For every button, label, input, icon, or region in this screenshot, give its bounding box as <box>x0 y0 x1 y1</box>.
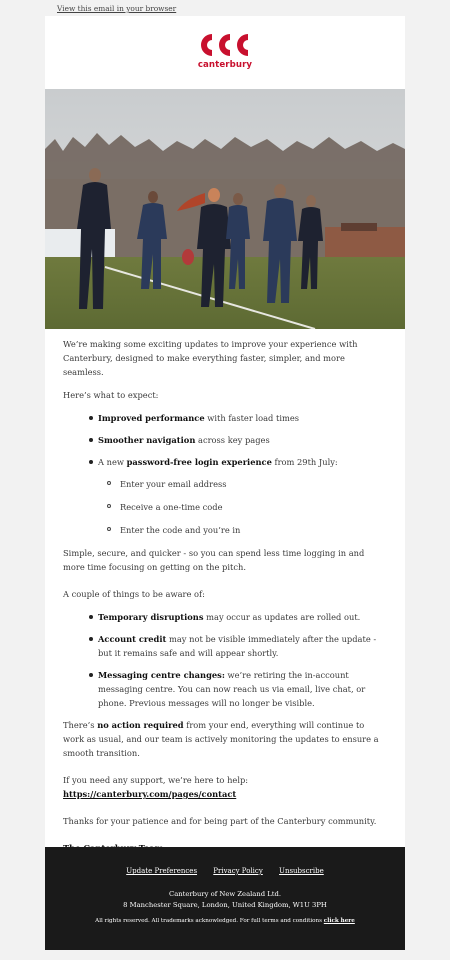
unsubscribe-link[interactable]: Unsubscribe <box>279 867 324 875</box>
privacy-policy-link[interactable]: Privacy Policy <box>213 867 263 875</box>
terms-link[interactable]: click here <box>323 918 355 924</box>
list-item: Receive a one-time code <box>98 500 387 514</box>
list-item: Enter the code and you’re in <box>98 523 387 537</box>
company-address: 8 Manchester Square, London, United Kingdom, W1U 3PH <box>123 901 327 909</box>
ccc-logo-icon <box>197 31 253 59</box>
intro-paragraph: We’re making some exciting updates to improve your experience with Canterbury, designed to make everything faster, simpler, and more seamless. <box>63 339 358 377</box>
logo-wordmark: canterbury <box>197 60 253 70</box>
expect-list <box>63 411 387 537</box>
email-body <box>45 16 405 950</box>
list-item: Temporary disruptions may occur as updates are rolled out. <box>63 610 387 624</box>
login-steps-list <box>98 477 387 537</box>
support-paragraph: If you need any support, we’re here to help: https://canterbury.com/pages/contact <box>63 775 249 799</box>
simple-paragraph: Simple, secure, and quicker - so you can spend less time logging in and more time focusing on getting on the pitch. <box>63 548 365 572</box>
legal-text: All rights reserved. All trademarks acknowledged. For full terms and conditions click here <box>95 918 355 924</box>
company-info <box>45 889 405 911</box>
list-item: Account credit may not be visible immediately after the update - but it remains safe and will appear shortly. <box>63 632 387 660</box>
aware-list <box>63 610 387 710</box>
email-footer <box>45 847 405 950</box>
email-content <box>63 337 387 864</box>
list-item: Smoother navigation across key pages <box>63 433 387 447</box>
list-item: Improved performance with faster load times <box>63 411 387 425</box>
preheader <box>0 0 450 16</box>
list-item: Enter your email address <box>98 477 387 491</box>
update-preferences-link[interactable]: Update Preferences <box>126 867 198 875</box>
action-paragraph: There’s no action required from your end, everything will continue to work as usual, and our team is actively monitoring the updates to ensure a smooth transition. <box>63 720 379 758</box>
footer-links <box>45 867 405 875</box>
aware-heading: A couple of things to be aware of: <box>63 589 205 599</box>
thanks-paragraph: Thanks for your patience and for being part of the Canterbury community. <box>63 816 377 826</box>
canterbury-logo[interactable] <box>197 31 253 71</box>
hero-photo <box>45 89 405 329</box>
hero-image <box>45 89 405 329</box>
expect-heading: Here’s what to expect: <box>63 390 159 400</box>
list-item: A new password-free login experience from 29th July: Enter your email address Receive a one-time code Enter the code and you’re in <box>63 455 387 537</box>
contact-link[interactable]: https://canterbury.com/pages/contact <box>63 789 237 799</box>
email-header <box>45 16 405 88</box>
list-item: Messaging centre changes: we’re retiring the in-account messaging centre. You can now reach us via email, live chat, or phone. Previous messages will no longer be visible. <box>63 668 387 710</box>
company-name: Canterbury of New Zealand Ltd. <box>169 890 281 898</box>
view-in-browser-link[interactable]: View this email in your browser <box>57 4 177 13</box>
